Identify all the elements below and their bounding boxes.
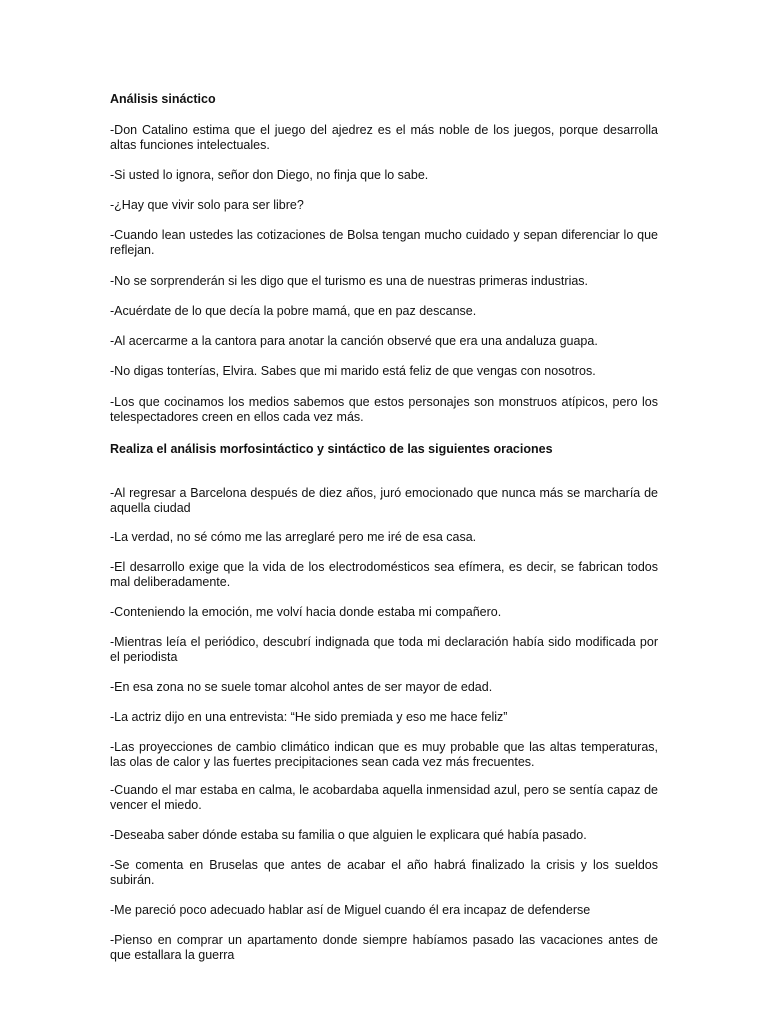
section2-sentence-8: -Las proyecciones de cambio climático indican que es muy probable que las altas temperaturas, las olas de calor y las fuertes precipitaciones sean cada vez más frecuentes. bbox=[110, 740, 658, 769]
section2-sentence-11: -Se comenta en Bruselas que antes de acabar el año habrá finalizado la crisis y los sueldos subirán. bbox=[110, 858, 658, 887]
section2-sentence-1: -Al regresar a Barcelona después de diez años, juró emocionado que nunca más se marcharía de aquella ciudad bbox=[110, 486, 658, 515]
section1-title: Análisis sináctico bbox=[110, 92, 216, 106]
section1-sentence-5: -No se sorprenderán si les digo que el turismo es una de nuestras primeras industrias. bbox=[110, 274, 589, 288]
section1-sentence-2: -Si usted lo ignora, señor don Diego, no finja que lo sabe. bbox=[110, 168, 429, 182]
section2-sentence-2: -La verdad, no sé cómo me las arreglaré pero me iré de esa casa. bbox=[110, 530, 477, 544]
section2-sentence-12: -Me pareció poco adecuado hablar así de Miguel cuando él era incapaz de defenderse bbox=[110, 903, 591, 917]
section1-sentence-4: -Cuando lean ustedes las cotizaciones de Bolsa tengan mucho cuidado y sepan diferenciar lo que reflejan. bbox=[110, 228, 658, 257]
section1-sentence-8: -No digas tonterías, Elvira. Sabes que mi marido está feliz de que vengas con nosotros. bbox=[110, 364, 596, 378]
section1-sentence-6: -Acuérdate de lo que decía la pobre mamá, que en paz descanse. bbox=[110, 304, 477, 318]
section2-sentence-3: -El desarrollo exige que la vida de los electrodomésticos sea efímera, es decir, se fabrican todos mal deliberadamente. bbox=[110, 560, 658, 589]
section2-sentence-13: -Pienso en comprar un apartamento donde siempre habíamos pasado las vacaciones antes de que estallara la guerra bbox=[110, 933, 658, 962]
section2-sentence-6: -En esa zona no se suele tomar alcohol antes de ser mayor de edad. bbox=[110, 680, 493, 694]
section1-sentence-1: -Don Catalino estima que el juego del ajedrez es el más noble de los juegos, porque desarrolla altas funciones intelectuales. bbox=[110, 123, 658, 152]
section1-sentence-9: -Los que cocinamos los medios sabemos que estos personajes son monstruos atípicos, pero los telespectadores creen en ellos cada vez más. bbox=[110, 395, 658, 424]
section2-sentence-9: -Cuando el mar estaba en calma, le acobardaba aquella inmensidad azul, pero se sentía capaz de vencer el miedo. bbox=[110, 783, 658, 812]
section2-sentence-4: -Conteniendo la emoción, me volví hacia donde estaba mi compañero. bbox=[110, 605, 502, 619]
section2-sentence-5: -Mientras leía el periódico, descubrí indignada que toda mi declaración había sido modificada por el periodista bbox=[110, 635, 658, 664]
section2-sentence-10: -Deseaba saber dónde estaba su familia o que alguien le explicara qué había pasado. bbox=[110, 828, 587, 842]
section2-title: Realiza el análisis morfosintáctico y sintáctico de las siguientes oraciones bbox=[110, 442, 553, 456]
section1-sentence-7: -Al acercarme a la cantora para anotar la canción observé que era una andaluza guapa. bbox=[110, 334, 598, 348]
section1-sentence-3: -¿Hay que vivir solo para ser libre? bbox=[110, 198, 304, 212]
section2-sentence-7: -La actriz dijo en una entrevista: “He sido premiada y eso me hace feliz” bbox=[110, 710, 508, 724]
